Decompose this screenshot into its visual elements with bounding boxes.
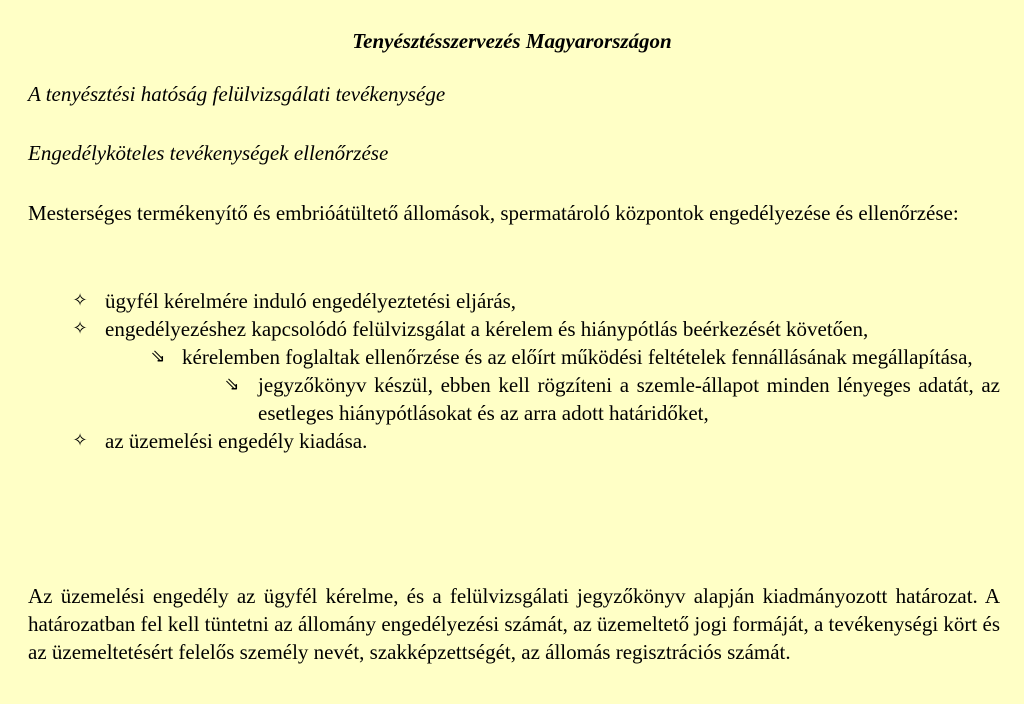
section-heading: A tenyésztési hatóság felülvizsgálati tevékenysége <box>28 82 446 106</box>
list-item <box>0 371 1024 427</box>
list-item-text: jegyzőkönyv készül, ebben kell rögzíteni a szemle-állapot minden lényeges adatát, az esetleges hiánypótlásokat és az arra adott határidőket, <box>258 373 1000 425</box>
four-pointed-star-icon: ✧ <box>72 290 88 311</box>
procedure-list <box>0 287 1024 455</box>
list-item <box>0 315 1024 343</box>
four-pointed-star-icon: ✧ <box>72 430 88 451</box>
subsection-heading: Engedélyköteles tevékenységek ellenőrzése <box>28 141 389 165</box>
list-item-text: engedélyezéshez kapcsolódó felülvizsgálat a kérelem és hiánypótlás beérkezését követően, <box>105 317 869 341</box>
list-item <box>0 287 1024 315</box>
four-pointed-star-icon: ✧ <box>72 318 88 339</box>
outlined-arrow-icon: ⇘ <box>224 374 240 395</box>
list-item-text: ügyfél kérelmére induló engedélyeztetési eljárás, <box>105 289 517 313</box>
outlined-arrow-icon: ⇘ <box>150 346 166 367</box>
intro-paragraph: Mesterséges termékenyítő és embrióátültető állomások, spermatároló központok engedélyezése és ellenőrzése: <box>28 201 959 225</box>
document-title: Tenyésztésszervezés Magyarországon <box>352 29 672 53</box>
list-item <box>0 427 1024 455</box>
list-item-text: kérelemben foglaltak ellenőrzése és az előírt működési feltételek fennállásának megállapítása, <box>182 345 973 369</box>
list-item <box>0 343 1024 371</box>
list-item-text: az üzemelési engedély kiadása. <box>105 429 368 453</box>
closing-paragraph: Az üzemelési engedély az ügyfél kérelme, és a felülvizsgálati jegyzőkönyv alapján kiadmányozott határozat. A határozatban fel kell tüntetni az állomány engedélyezési számát, az üzemeltető jogi formáját, a tevékenységi kört és az üzemeltetésért felelős személy nevét, szakképzettségét, az állomás regisztrációs számát. <box>28 584 1000 664</box>
